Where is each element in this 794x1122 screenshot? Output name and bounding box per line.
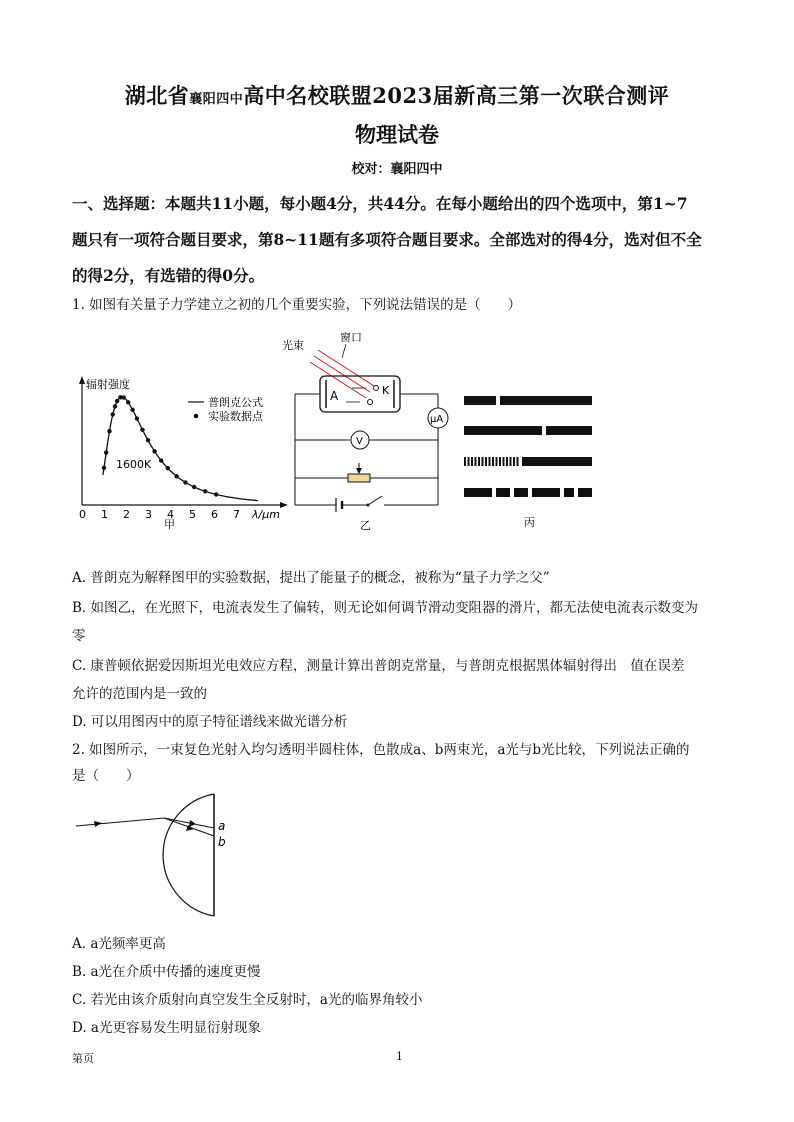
spectrum-2-b [546,426,592,435]
footer-page-label: 第页 [72,1052,94,1065]
spectrum-3-line [499,457,501,466]
switch [368,496,382,505]
x-tick-label: 5 [189,508,196,521]
ray-b-label: b [218,835,226,849]
light-beam-label: 光束 [282,339,304,352]
spectrum-3 [464,457,592,466]
spectrum-3-line [464,457,466,466]
data-point [113,404,117,408]
x-tick-label: 1 [101,508,108,521]
data-point [192,485,196,489]
ray-a-label: a [218,819,226,833]
spectrum-3-line [492,457,494,466]
figure-jia-blackbody-chart [72,372,292,532]
spectrum-3-line [496,457,498,466]
spectrum-2-a [464,426,542,435]
data-point [126,400,130,404]
spectrum-3-band [522,457,592,466]
data-point [166,466,170,470]
rheostat [348,474,370,482]
data-point [159,458,163,462]
data-point [122,395,126,399]
spectrum-3-line [485,457,487,466]
title-school: 襄阳四中 [189,92,244,107]
incident-ray [76,818,164,826]
q2-stem-line1: 2. 如图所示，一束复色光射入均匀透明半圆柱体，色散成a、b两束光，a光与b光比较，下列说法正确的 [72,742,690,758]
q1-option-c: C. 康普顿依据爱因斯坦光电效应方程，测量计算出普朗克常量，与普朗克根据黑体辐射得出 值在误差 [72,658,685,674]
q1-option-b-cont: 零 [72,628,86,644]
cathode-label: K [382,384,390,397]
data-point [115,399,119,403]
exam-title [0,80,794,110]
spectrum-3-line [510,457,512,466]
figure-yi-photoelectric-circuit [270,330,460,535]
spectrum-4-b [496,488,510,497]
spectrum-1-b [500,396,592,405]
spectrum-3-line [478,457,480,466]
q1-option-a: A. 普朗克为解释图甲的实验数据，提出了能量子的概念，被称为“量子力学之父” [72,570,550,586]
electron-2 [368,400,373,405]
spectrum-4-a [464,488,492,497]
anode-label: A [330,389,339,403]
data-point [174,474,178,478]
data-point [183,480,187,484]
section-instruction-line1: 一、选择题：本题共11小题，每小题4分，共44分。在每小题给出的四个选项中，第1~7 [72,194,688,213]
legend-dot-sample [194,414,199,419]
q1-stem: 1. 如图有关量子力学建立之初的几个重要实验，下列说法错误的是（ ） [72,297,522,313]
footer-page-number: 1 [396,1050,403,1063]
figure-jia-caption: 甲 [164,518,175,531]
microammeter-label: μA [430,414,444,425]
spectrum-3-line [506,457,508,466]
light-ray-2 [314,356,370,392]
q2-stem-line2: 是（ ） [72,768,140,784]
spectrum-3-line [482,457,484,466]
x-tick-label: 4 [167,508,174,521]
spectrum-3-line [475,457,477,466]
spectrum-4-e [564,488,574,497]
q2-option-d: D. a光更容易发生明显衍射现象 [72,1020,261,1036]
q1-option-b: B. 如图乙，在光照下，电流表发生了偏转，则无论如何调节滑动变阻器的滑片，都无法使电流表示数变为 [72,600,699,616]
spectrum-4-c [514,488,528,497]
data-point [107,429,111,433]
title-part2: 高中名校联盟2023届新高三第一次联合测评 [243,83,670,108]
voltmeter-label: V [356,436,363,447]
q2-option-c: C. 若光由该介质射向真空发生全反射时，a光的临界角较小 [72,992,423,1008]
y-axis-arrow [79,376,85,384]
window-label: 窗口 [340,331,362,344]
legend-data: 实验数据点 [208,410,263,423]
data-point [104,450,108,454]
window-pointer [342,344,346,358]
slider-arrow [356,468,362,474]
x-tick-label: 3 [145,508,152,521]
section-instruction-line3: 的得2分，有选错的得0分。 [72,266,265,285]
data-point [102,466,106,470]
spectrum-3-line [468,457,470,466]
spectrum-3-line [471,457,473,466]
x-tick-labels [79,508,240,521]
data-points [102,395,219,497]
spectrum-4-f [578,488,592,497]
x-unit: λ/μm [252,508,280,521]
data-point [203,489,207,493]
q1-option-c-cont: 允许的范围内是一致的 [72,686,207,702]
data-point [135,416,139,420]
ray-a-arrow [189,820,196,827]
figure-q2-semicylinder [72,790,242,922]
switch-pivot [367,504,370,507]
spectrum-3-line [513,457,515,466]
q2-option-a: A. a光频率更高 [72,936,166,952]
data-point [152,449,156,453]
x-tick-label: 2 [123,508,130,521]
section-instruction-line2: 题只有一项符合题目要求，第8~11题有多项符合题目要求。全部选对的得4分，选对但不全 [72,230,702,249]
data-point [111,412,115,416]
x-tick-label: 0 [79,508,86,521]
data-point [214,492,218,496]
temperature-label: 1600K [116,458,152,471]
figure-bing-caption: 丙 [524,516,535,529]
x-tick-label: 7 [233,508,240,521]
semicircle-arc [163,794,214,916]
title-part1: 湖北省 [124,83,190,108]
proofreader: 校对：襄阳四中 [351,162,443,177]
x-tick-label: 6 [211,508,218,521]
q1-option-d: D. 可以用图丙中的原子特征谱线来做光谱分析 [72,714,348,730]
y-axis-label: 辐射强度 [86,378,130,391]
spectrum-3-line [489,457,491,466]
spectrum-1-a [464,396,496,405]
spectrum-3-line [517,457,519,466]
electron-1 [374,386,379,391]
spectrum-3-line [503,457,505,466]
legend-planck: 普朗克公式 [208,396,263,409]
exam-subtitle: 物理试卷 [355,122,439,147]
figure-bing-spectral-lines [460,390,600,532]
data-point [130,408,134,412]
data-point [146,438,150,442]
q2-option-b: B. a光在介质中传播的速度更慢 [72,964,261,980]
figure-yi-caption: 乙 [360,519,371,532]
spectrum-4-d [532,488,560,497]
data-point [140,428,144,432]
